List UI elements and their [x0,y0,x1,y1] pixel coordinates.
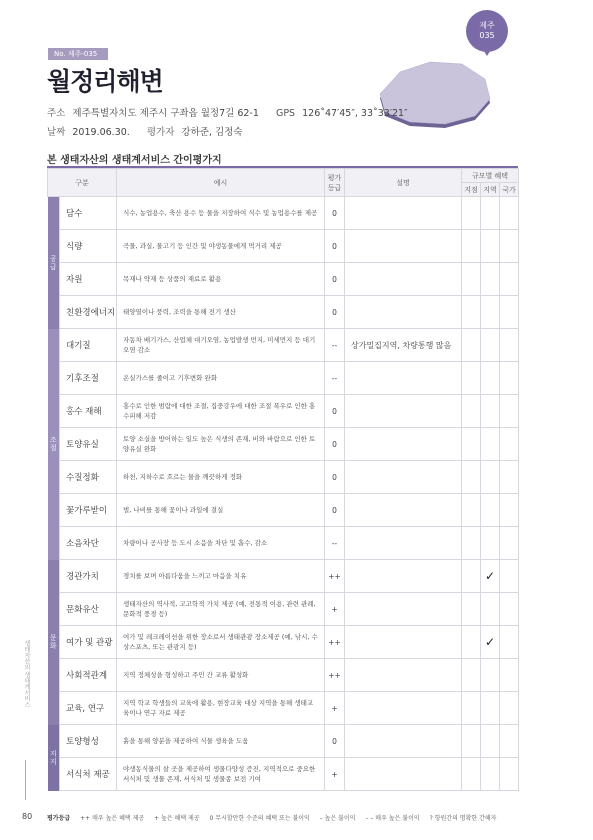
evaluation-table [47,168,519,791]
table-row [48,230,519,263]
row-check-regional [481,494,500,527]
row-example: 자동차 배기가스, 산업체 대기오염, 농업발생 먼지, 미세먼지 등 대기오염 감소 [117,329,325,362]
row-example: 지역 정체성을 형성하고 주민 간 교류 활성화 [117,659,325,692]
group-label: 문화 [48,560,60,725]
legend-item: – 높은 불이익 [319,815,356,822]
row-check-regional [481,659,500,692]
row-check-regional [481,395,500,428]
legend-item: ++ 매우 높은 혜택 제공 [80,815,145,822]
row-check-local [462,230,481,263]
row-example: 곡물, 과실, 물고기 등 인간 및 야생동물에게 먹거리 제공 [117,230,325,263]
table-row [48,626,519,659]
header-regional: 지역 [481,183,500,197]
row-example: 벌, 나비를 통해 꽃이나 과일에 결실 [117,494,325,527]
evaluator-label: 평가자 [146,127,175,138]
side-running-text: 생태자산의 생태계서비스 [23,640,30,708]
pin-number: 035 [479,31,495,40]
jeju-island-map-icon [370,48,495,143]
table-row [48,362,519,395]
table-row [48,428,519,461]
address-label: 주소 [47,108,66,119]
meta-address-row [47,105,408,119]
row-grade: 0 [325,494,345,527]
evaluator-value: 강하준, 김정숙 [181,127,243,138]
row-description [345,362,462,395]
row-grade: -- [325,362,345,395]
table-row [48,296,519,329]
row-description [345,692,462,725]
row-example: 지역 학교 학생들의 교육에 활용, 현장교육 대상 지역을 통해 생태교육이나 연구 자료 제공 [117,692,325,725]
table-row [48,659,519,692]
row-grade: 0 [325,461,345,494]
row-check-regional [481,362,500,395]
row-example: 토양 소실을 방어하는 일도 높은 식생의 존재, 비와 바람으로 인한 토양유실 완화 [117,428,325,461]
row-name: 문화유산 [60,593,117,626]
row-description [345,494,462,527]
row-check-national [500,461,519,494]
row-check-local [462,428,481,461]
row-grade: 0 [325,230,345,263]
row-check-regional [481,428,500,461]
side-divider [25,760,26,800]
row-check-national [500,362,519,395]
row-check-national [500,659,519,692]
row-example: 차량이나 공사장 등 도시 소음을 차단 및 흡수, 감소 [117,527,325,560]
row-check-local [462,494,481,527]
row-example: 태양열이나 풍력, 조력을 통해 전기 생산 [117,296,325,329]
table-row [48,395,519,428]
row-check-regional [481,527,500,560]
date-value: 2019.06.30. [72,127,130,138]
row-check-local [462,659,481,692]
row-grade: 0 [325,263,345,296]
row-check-national [500,560,519,593]
row-grade: -- [325,527,345,560]
row-description [345,593,462,626]
row-grade: -- [325,329,345,362]
table-row [48,263,519,296]
row-check-regional [481,230,500,263]
row-check-regional: ✓ [481,560,500,593]
grade-legend [47,813,504,822]
section-title: 본 생태자산의 생태계서비스 간이평가지 [47,155,222,166]
row-check-national [500,725,519,758]
row-description [345,527,462,560]
page-number: 80 [22,812,33,821]
row-name: 대기질 [60,329,117,362]
row-description [345,725,462,758]
header-example: 예시 [117,169,325,197]
row-check-local [462,626,481,659]
gps-label: GPS [275,108,296,119]
row-grade: ++ [325,560,345,593]
row-description [345,758,462,791]
row-name: 식량 [60,230,117,263]
header-description: 설명 [345,169,462,197]
row-check-national [500,527,519,560]
row-example: 하천, 지하수로 흐르는 물을 깨끗하게 정화 [117,461,325,494]
legend-item: + 높은 혜택 제공 [154,815,200,822]
group-label: 공급 [48,197,60,329]
asset-number-badge: No. 제주-035 [48,48,108,60]
row-check-regional [481,461,500,494]
legend-title: 평가등급 [47,815,71,822]
row-check-regional [481,725,500,758]
row-check-local [462,197,481,230]
row-check-national [500,197,519,230]
row-grade: 0 [325,197,345,230]
row-grade: 0 [325,296,345,329]
page-title: 월정리해변 [47,67,163,96]
row-name: 교육, 연구 [60,692,117,725]
row-check-national [500,494,519,527]
row-description [345,560,462,593]
header-scale: 규모별 혜택 [462,169,519,183]
row-check-local [462,395,481,428]
row-check-regional [481,758,500,791]
row-description [345,197,462,230]
row-check-local [462,329,481,362]
row-example: 온실가스를 줄이고 기후변화 완화 [117,362,325,395]
table-row [48,494,519,527]
row-example: 야생동식물의 살 곳을 제공하여 생물다양성 증진, 지역적으로 중요한 서식처 및 생물 존재, 서식처 및 생물종 보전 기여 [117,758,325,791]
table-row [48,329,519,362]
row-name: 소음차단 [60,527,117,560]
row-check-local [462,560,481,593]
row-description [345,395,462,428]
date-label: 날짜 [47,127,66,138]
table-row [48,197,519,230]
row-name: 서식처 제공 [60,758,117,791]
row-example: 여가 및 레크레이션을 위한 장소로서 생태관광 장소제공 (예, 낚시, 수상스포츠, 또는 관광지 등) [117,626,325,659]
row-grade: + [325,758,345,791]
row-name: 토양유실 [60,428,117,461]
legend-item: ? 항원간의 명확한 간해자 [429,815,497,822]
table-row [48,527,519,560]
row-check-national [500,263,519,296]
row-check-regional: ✓ [481,626,500,659]
row-name: 여가 및 관광 [60,626,117,659]
meta-date-row [47,124,243,138]
row-check-local [462,263,481,296]
legend-item: – – 매우 높은 불이익 [365,815,420,822]
row-name: 친환경에너지 [60,296,117,329]
header-category: 구분 [48,169,117,197]
row-check-national [500,758,519,791]
row-example: 홍수로 인한 범람에 대한 조절, 집중강우에 대한 조절 폭우로 인한 홍수피해 저감 [117,395,325,428]
row-check-regional [481,329,500,362]
table-row [48,461,519,494]
row-description [345,296,462,329]
row-example: 생태자산의 역사적, 고고학적 가치 제공 (예, 전통적 이용, 관련 관례, 문화적 풍경 등) [117,593,325,626]
header-local: 지점 [462,183,481,197]
row-check-national [500,428,519,461]
table-body [48,197,519,791]
row-grade: ++ [325,659,345,692]
row-example: 목재나 약재 등 상품의 재료로 활용 [117,263,325,296]
row-check-local [462,725,481,758]
row-name: 기후조절 [60,362,117,395]
row-example: 식수, 농업용수, 축산 용수 등 물을 저장하여 식수 및 농업용수를 제공 [117,197,325,230]
row-name: 홍수 재해 [60,395,117,428]
row-grade: 0 [325,725,345,758]
table-row [48,692,519,725]
table-row [48,593,519,626]
table-row [48,758,519,791]
row-check-regional [481,593,500,626]
row-check-local [462,296,481,329]
row-description [345,659,462,692]
row-check-local [462,461,481,494]
row-check-national [500,692,519,725]
row-check-national [500,395,519,428]
row-grade: + [325,593,345,626]
legend-item: 0 무시할만한 수준의 혜택 또는 불이익 [209,815,310,822]
row-check-national [500,329,519,362]
header-national: 국가 [500,183,519,197]
row-check-local [462,593,481,626]
row-grade: ++ [325,626,345,659]
row-description: 상가밀집지역, 차량통행 많음 [345,329,462,362]
pin-region: 제주 [479,21,495,30]
row-name: 사회적관계 [60,659,117,692]
row-example: 경치를 보며 아름다움을 느끼고 마음을 치유 [117,560,325,593]
gps-value: 126˚47′45″, 33˚33′21″ [302,108,408,119]
row-name: 자원 [60,263,117,296]
row-grade: 0 [325,395,345,428]
region-pin [466,10,508,52]
row-description [345,428,462,461]
row-description [345,626,462,659]
table-row [48,725,519,758]
row-check-local [462,758,481,791]
row-name: 경관가치 [60,560,117,593]
header-grade: 평가 등급 [325,169,345,197]
row-check-national [500,230,519,263]
row-name: 토양형성 [60,725,117,758]
address-value: 제주특별자치도 제주시 구좌읍 월정7길 62-1 [72,108,259,119]
row-check-local [462,527,481,560]
row-check-regional [481,296,500,329]
row-description [345,230,462,263]
row-name: 담수 [60,197,117,230]
row-check-regional [481,197,500,230]
row-check-local [462,362,481,395]
row-check-national [500,626,519,659]
row-description [345,461,462,494]
row-check-national [500,296,519,329]
row-check-national [500,593,519,626]
row-name: 꽃가루받이 [60,494,117,527]
row-check-regional [481,692,500,725]
row-check-local [462,692,481,725]
row-check-regional [481,263,500,296]
row-grade: 0 [325,428,345,461]
row-name: 수질정화 [60,461,117,494]
group-label: 지지 [48,725,60,791]
table-row [48,560,519,593]
row-example: 흙을 통해 양분을 제공하여 식물 생육을 도움 [117,725,325,758]
group-label: 조절 [48,329,60,560]
row-grade: + [325,692,345,725]
row-description [345,263,462,296]
